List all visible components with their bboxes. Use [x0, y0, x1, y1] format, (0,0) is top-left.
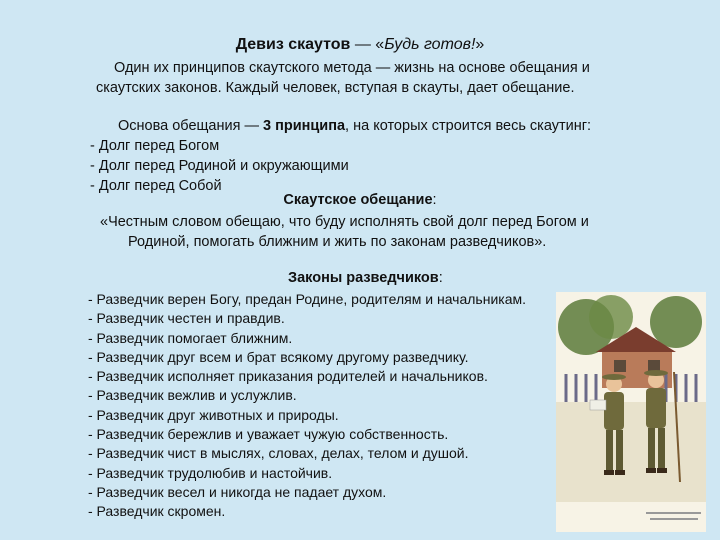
intro-line-2: скаутских законов. Каждый человек, вступая в скауты, дает обещание.: [96, 80, 575, 96]
oath-heading-colon: :: [432, 192, 437, 208]
slide-title: [0, 36, 720, 54]
law-item: - Разведчик друг всем и брат всякому другому разведчику.: [88, 348, 469, 365]
oath-text: [100, 212, 700, 252]
laws-heading: [288, 270, 443, 286]
title-end: »: [475, 36, 485, 53]
law-item: - Разведчик трудолюбив и настойчив.: [88, 464, 333, 481]
laws-heading-text: Законы разведчиков: [288, 270, 439, 286]
law-item: - Разведчик помогает ближним.: [88, 329, 293, 346]
intro-paragraph: [96, 58, 696, 98]
law-item: - Разведчик друг животных и природы.: [88, 406, 339, 423]
law-item: - Разведчик верен Богу, предан Родине, родителям и начальникам.: [88, 291, 526, 307]
oath-heading: [0, 192, 720, 208]
principles-count: 3 принципа: [263, 118, 346, 134]
principle-item: - Долг перед Собой: [90, 178, 222, 194]
oath-heading-text: Скаутское обещание: [283, 192, 433, 208]
law-item: - Разведчик исполняет приказания родителей и начальников.: [88, 368, 488, 385]
intro-line-1: Один их принципов скаутского метода — жизнь на основе обещания и: [114, 60, 590, 76]
principles-lead: Основа обещания —: [118, 118, 264, 134]
title-motto: Будь готов!: [384, 36, 476, 53]
law-item: - Разведчик весел и никогда не падает духом.: [88, 483, 387, 500]
principle-item: - Долг перед Родиной и окружающими: [90, 158, 349, 174]
law-item: - Разведчик вежлив и услужлив.: [88, 387, 297, 404]
law-item: - Разведчик чист в мыслях, словах, делах, телом и душой.: [88, 445, 469, 462]
oath-line-1: «Честным словом обещаю, что буду исполнять свой долг перед Богом и: [100, 214, 589, 230]
principles-lead-line: [90, 116, 710, 136]
laws-heading-colon: :: [438, 270, 443, 286]
scouts-illustration: [556, 292, 706, 532]
title-bold: Девиз скаутов: [235, 36, 351, 53]
principles-paragraph: [90, 116, 710, 196]
oath-line-2: Родиной, помогать ближним и жить по законам разведчиков».: [128, 234, 547, 250]
title-dash: — «: [350, 36, 385, 53]
principle-item: - Долг перед Богом: [90, 138, 220, 154]
principles-tail: , на которых строится весь скаутинг:: [345, 118, 592, 134]
law-item: - Разведчик скромен.: [88, 503, 226, 520]
law-item: - Разведчик бережлив и уважает чужую собственность.: [88, 426, 449, 443]
laws-list: [88, 290, 563, 522]
law-item: - Разведчик честен и правдив.: [88, 310, 285, 327]
